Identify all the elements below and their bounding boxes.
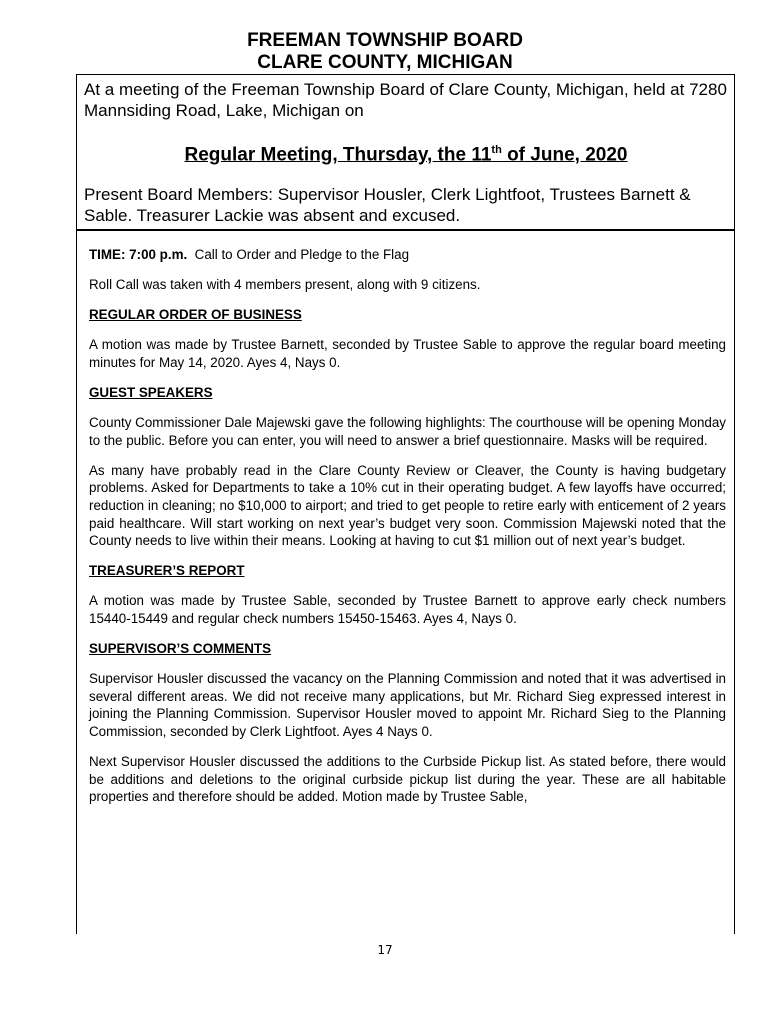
meeting-heading-date: of June, 2020 [501, 144, 628, 166]
intro-box [76, 74, 735, 231]
treasurer-report-heading: TREASURER’S REPORT [89, 563, 245, 579]
regular-business-heading: REGULAR ORDER OF BUSINESS [89, 307, 302, 323]
time-line [89, 246, 726, 264]
guest-speakers-text-2: As many have probably read in the Clare County Review or Cleaver, the County is having budgetary problems. Asked for Departments to take a 10% cut in their operating budget. A few layoffs have occurred; reduction in cleaning; no $10,000 to airport; and tried to get people to retire early with enticement of 2 years paid healthcare. Will start working on next year’s budget very soon. Commission Majewski noted that the County needs to live within their means. Looking at having to cut $1 million out of next year’s budget. [89, 462, 726, 549]
meeting-heading [84, 138, 728, 167]
present-members: Present Board Members: Supervisor Housler, Clerk Lightfoot, Trustees Barnett & Sable. Treasurer Lackie was absent and excused. [84, 185, 691, 226]
supervisor-comments-heading: SUPERVISOR’S COMMENTS [89, 641, 272, 656]
regular-business-text: A motion was made by Trustee Barnett, seconded by Trustee Sable to approve the regular board meeting minutes for May 14, 2020. Ayes 4, Nays 0. [89, 337, 726, 370]
guest-speakers-heading: GUEST SPEAKERS [89, 384, 213, 400]
meeting-location: At a meeting of the Freeman Township Board of Clare County, Michigan, held at 7280 Mannsiding Road, Lake, Michigan on [84, 80, 727, 120]
roll-call: Roll Call was taken with 4 members present, along with 9 citizens. [89, 277, 481, 293]
time-text: Call to Order and Pledge to the Flag [187, 247, 410, 262]
meeting-heading-ordinal: th [491, 144, 502, 156]
minutes-box [76, 229, 735, 934]
guest-speakers-text-1: County Commissioner Dale Majewski gave the following highlights: The courthouse will be opening Monday to the public. Before you can enter, you will need to answer a brief questionnaire. Masks will be required. [89, 415, 726, 448]
supervisor-comments-text-2: Next Supervisor Housler discussed the additions to the Curbside Pickup list. As stated before, there would be additions and deletions to the original curbside pickup list during the year. These are all habitable properties and therefore should be added. Motion made by Trustee Sable, [89, 753, 726, 805]
document-title-line1: FREEMAN TOWNSHIP BOARD [247, 30, 523, 51]
time-label: TIME: 7:00 p.m. [89, 247, 188, 262]
treasurer-report-text: A motion was made by Trustee Sable, seconded by Trustee Barnett to approve early check numbers 15440-15449 and regular check numbers 15450-15463. Ayes 4, Nays 0. [89, 593, 726, 626]
document-title-line2: CLARE COUNTY, MICHIGAN [257, 52, 513, 73]
supervisor-comments-text-1: Supervisor Housler discussed the vacancy on the Planning Commission and noted that it was advertised in several different areas. We did not receive many applications, but Mr. Richard Sieg expressed interest in joining the Planning Commission. Supervisor Housler moved to appoint Mr. Richard Sieg to the Planning Commission, seconded by Clerk Lightfoot. Ayes 4 Nays 0. [89, 671, 726, 739]
meeting-heading-text: Regular Meeting, Thursday, the 11 [184, 144, 492, 166]
page-number: 17 [377, 943, 393, 957]
